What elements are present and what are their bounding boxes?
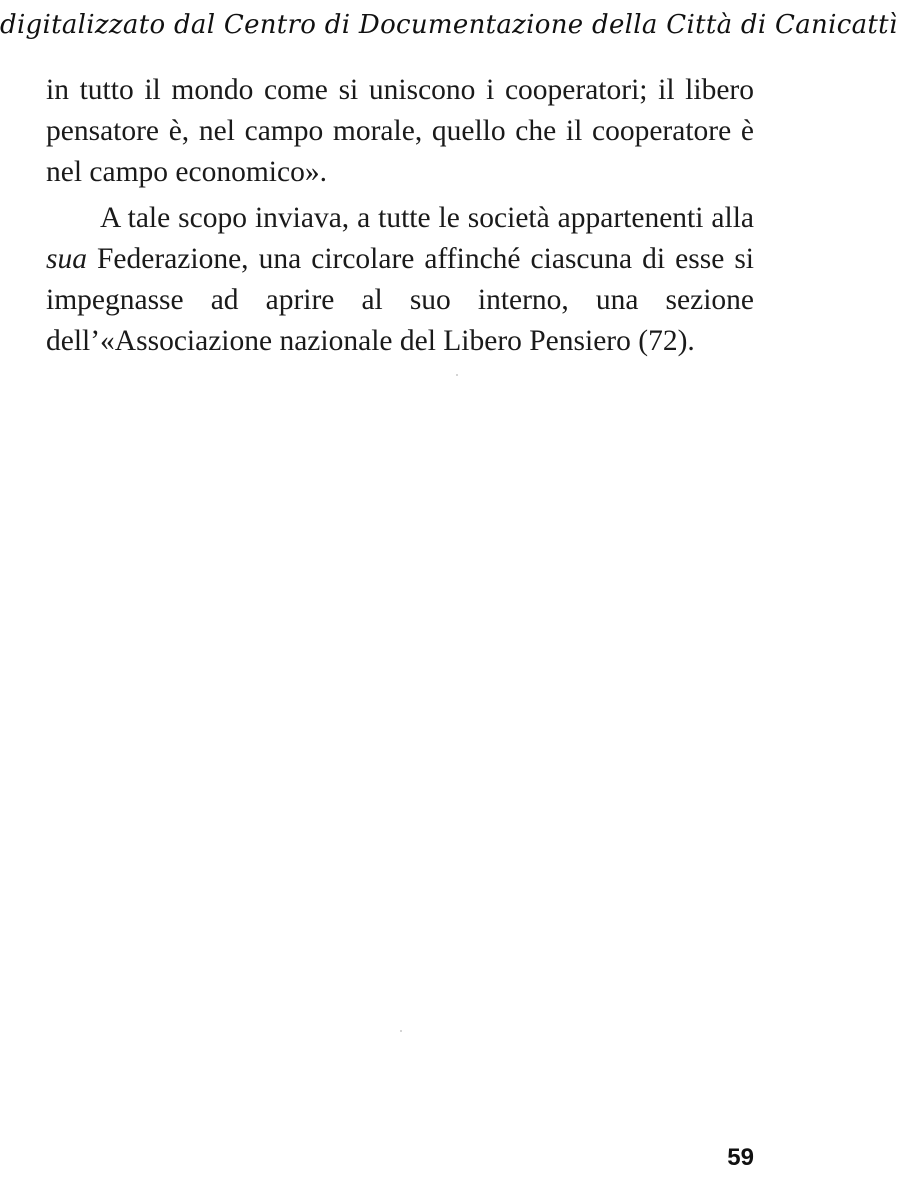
paragraph-continuation: in tutto il mondo come si uniscono i cooperatori; il libero pensatore è, nel campo morale, quello che il cooperatore è nel campo economico». bbox=[46, 74, 754, 188]
scan-speck bbox=[400, 1030, 402, 1032]
page-number: 59 bbox=[727, 1144, 754, 1171]
page-body-text bbox=[46, 70, 754, 362]
italic-word-sua: sua bbox=[46, 243, 87, 275]
paragraph-circolare bbox=[46, 198, 754, 362]
scan-speck bbox=[456, 374, 458, 376]
paragraph-text-before-italic: A tale scopo inviava, a tutte le società appartenenti alla bbox=[100, 202, 754, 234]
digitization-watermark: digitalizzato dal Centro di Documentazione della Città di Canicattì bbox=[0, 10, 898, 40]
paragraph-text-after-italic: Federazione, una circolare affinché ciascuna di esse si impegnasse ad aprire al suo interno, una sezione dell’«Associazione nazionale del Libero Pensiero (72). bbox=[46, 243, 754, 357]
